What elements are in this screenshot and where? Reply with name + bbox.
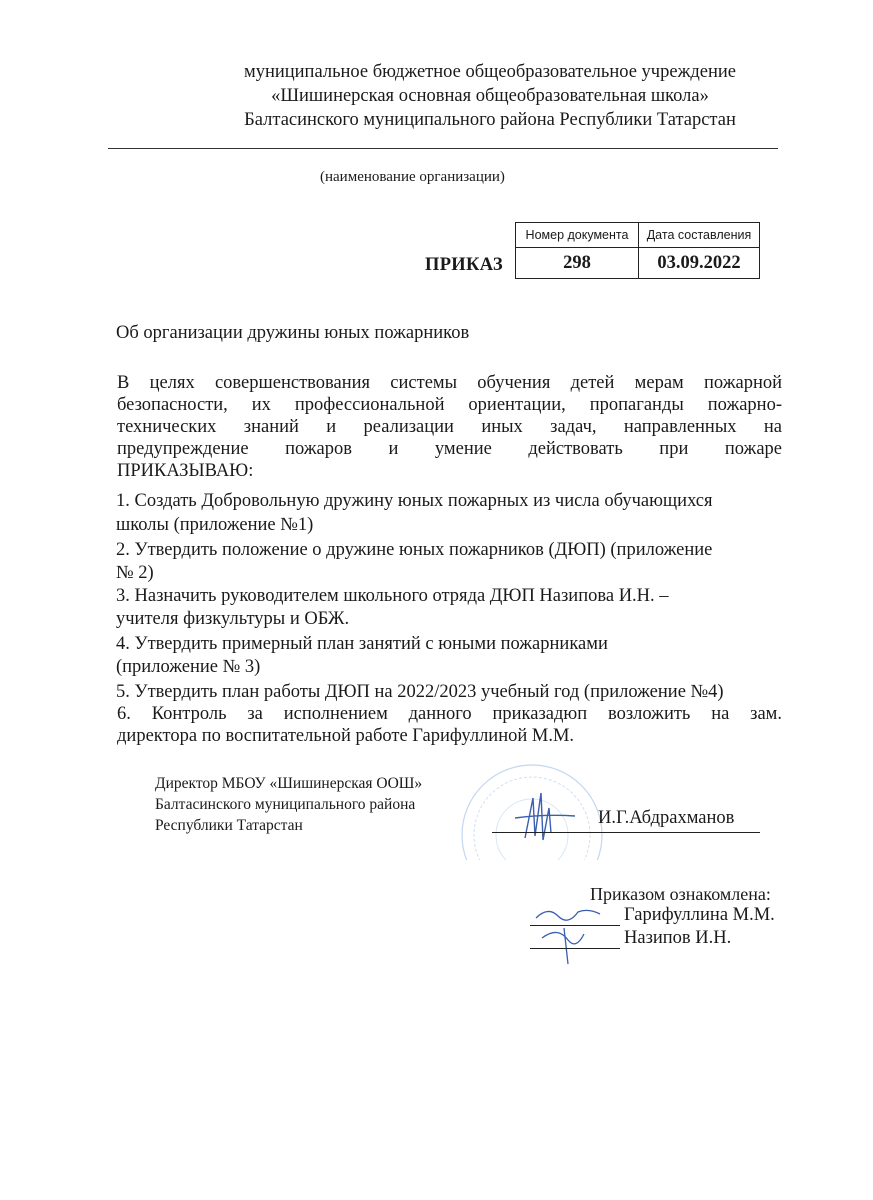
position-line: Республики Татарстан	[155, 817, 303, 834]
signature-line	[492, 832, 760, 833]
list-item: 1. Создать Добровольную дружину юных пожарных из числа обучающихся	[116, 491, 713, 511]
ack-name: Гарифуллина М.М.	[624, 905, 775, 925]
org-underline	[108, 148, 778, 149]
position-line: Балтасинского муниципального района	[155, 796, 416, 813]
list-item: (приложение № 3)	[116, 657, 261, 677]
signatory-name: И.Г.Абдрахманов	[598, 808, 735, 828]
ack-signature-line	[530, 925, 620, 926]
list-item: № 2)	[116, 563, 154, 583]
order-details-table	[515, 222, 760, 279]
org-line: «Шишинерская основная общеобразовательная школа»	[271, 86, 709, 106]
doc-number-value: 298	[516, 248, 639, 279]
list-item: 4. Утвердить примерный план занятий с юными пожарниками	[116, 634, 608, 654]
control-clause	[117, 703, 782, 747]
list-item: 5. Утвердить план работы ДЮП на 2022/2023 учебный год (приложение №4)	[116, 682, 724, 702]
acknowledgement-signature-icon	[528, 898, 618, 968]
doc-date-header: Дата составления	[639, 223, 760, 248]
list-item: учителя физкультуры и ОБЖ.	[116, 609, 350, 629]
org-caption: (наименование организации)	[320, 169, 505, 185]
list-item: 2. Утвердить положение о дружине юных пожарников (ДЮП) (приложение	[116, 540, 713, 560]
preamble-line: ПРИКАЗЫВАЮ:	[117, 461, 254, 481]
org-line: муниципальное бюджетное общеобразовательное учреждение	[244, 62, 736, 82]
control-line: 6. Контроль за исполнением данного приказадюп возложить на зам.	[117, 704, 782, 724]
order-label: ПРИКАЗ	[425, 255, 503, 275]
control-line: директора по воспитательной работе Гарифуллиной М.М.	[117, 726, 575, 746]
preamble-line: технических знаний и реализации иных задач, направленных на	[117, 417, 782, 437]
director-signature-icon	[505, 778, 585, 858]
ack-signature-line	[530, 948, 620, 949]
acknowledgement-title: Приказом ознакомлена:	[590, 884, 771, 904]
ack-name: Назипов И.Н.	[624, 928, 732, 948]
order-subject: Об организации дружины юных пожарников	[116, 323, 470, 343]
org-line: Балтасинского муниципального района Республики Татарстан	[244, 110, 736, 130]
organization-name	[170, 60, 810, 132]
preamble-line: предупреждение пожаров и умение действовать при пожаре	[117, 439, 782, 459]
list-item: 3. Назначить руководителем школьного отряда ДЮП Назипова И.Н. –	[116, 586, 669, 606]
position-line: Директор МБОУ «Шишинерская ООШ»	[155, 775, 423, 792]
doc-number-header: Номер документа	[516, 223, 639, 248]
doc-date-value: 03.09.2022	[639, 248, 760, 279]
preamble-line: В целях совершенствования системы обучения детей мерам пожарной	[117, 373, 782, 393]
list-item: школы (приложение №1)	[116, 515, 314, 535]
preamble	[117, 372, 782, 482]
preamble-line: безопасности, их профессиональной ориентации, пропаганды пожарно-	[117, 395, 782, 415]
signatory-position	[155, 773, 422, 836]
order-items	[116, 490, 724, 708]
